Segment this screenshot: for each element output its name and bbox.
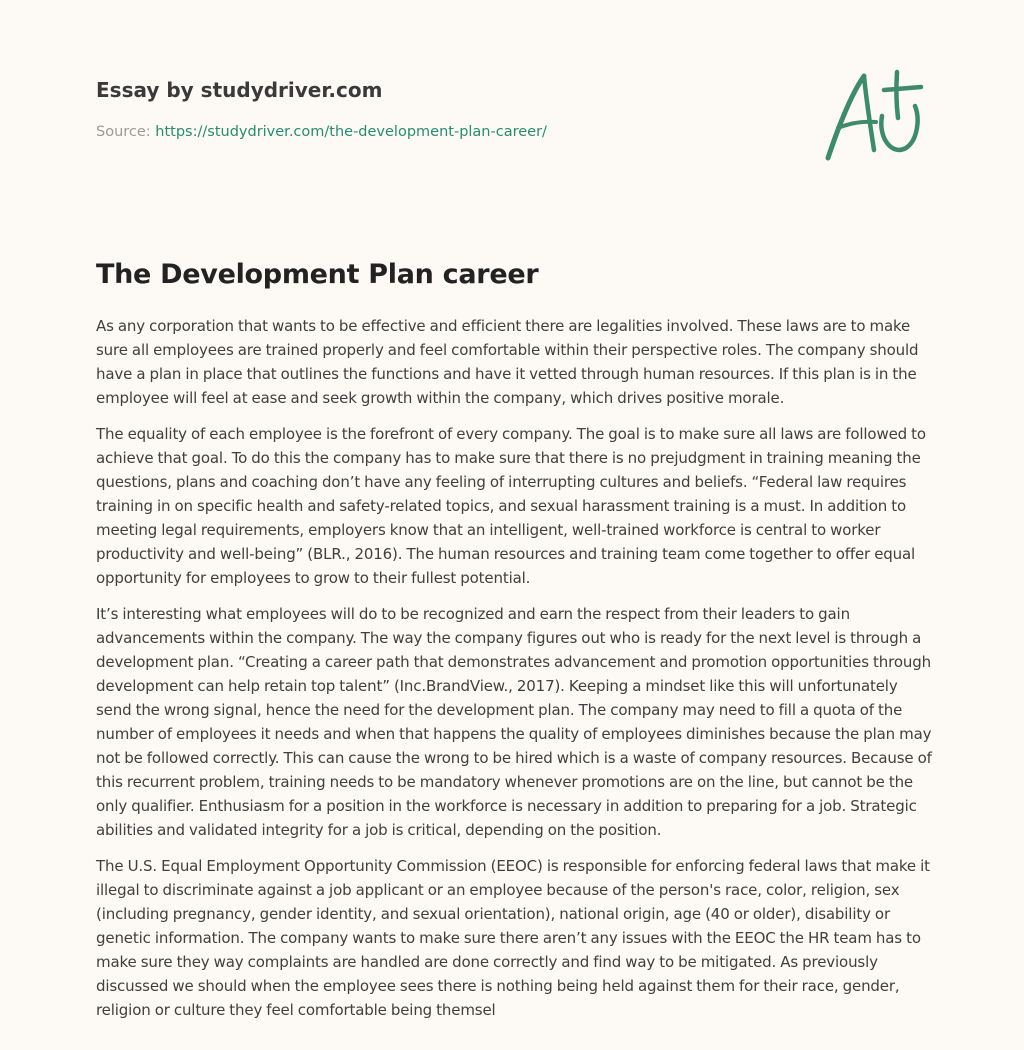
- paragraph: It’s interesting what employees will do to be recognized and earn the respect from their leaders to gain advancements within the company. The way the company figures out who is ready for the next level is through a development plan. “Creating a career path that demonstrates advancement and promotion opportunities through development can help retain top talent” (Inc.BrandView., 2017). Keeping a mindset like this will unfortunately send the wrong signal, hence the need for the development plan. The company may need to fill a quota of the number of employees it needs and when that happens the quality of employees diminishes because the plan may not be followed correctly. This can cause the wrong to be hired which is a waste of company resources. Because of this recurrent problem, training needs to be mandatory whenever promotions are on the line, but cannot be the only qualifier. Enthusiasm for a position in the workforce is necessary in addition to preparing for a job. Strategic abilities and validated integrity for a job is critical, depending on the position.: [96, 605, 932, 839]
- essay-title: The Development Plan career: [96, 259, 539, 290]
- paragraph: The equality of each employee is the forefront of every company. The goal is to make sure all laws are followed to achieve that goal. To do this the company has to make sure that there is no prejudgment in training meaning the questions, plans and coaching don’t have any feeling of interrupting cultures and beliefs. “Federal law requires training in on specific health and safety-related topics, and sexual harassment training is a must. In addition to meeting legal requirements, employers know that an intelligent, well-trained workforce is central to worker productivity and well-being” (BLR., 2016). The human resources and training team come together to offer equal opportunity for employees to grow to their fullest potential.: [96, 425, 926, 587]
- source-link[interactable]: https://studydriver.com/the-development-plan-career/: [155, 124, 547, 140]
- paragraph: As any corporation that wants to be effective and efficient there are legalities involved. These laws are to make sure all employees are trained properly and feel comfortable within their perspective roles. The company should have a plan in place that outlines the functions and have it vetted through human resources. If this plan is in the employee will feel at ease and seek growth within the company, which drives positive morale.: [96, 317, 919, 407]
- paragraph: The U.S. Equal Employment Opportunity Commission (EEOC) is responsible for enforcing federal laws that make it illegal to discriminate against a job applicant or an employee because of the person's race, color, religion, sex (including pregnancy, gender identity, and sexual orientation), national origin, age (40 or older), disability or genetic information. The company wants to make sure there aren’t any issues with the EEOC the HR team has to make sure they way complaints are handled are done correctly and find way to be mitigated. As previously discussed we should when the employee sees there is nothing being held against them for their race, gender, religion or culture they feel comfortable being themsel: [96, 857, 930, 1019]
- source-label: Source:: [96, 124, 151, 140]
- essay-by-heading: Essay by studydriver.com: [96, 78, 383, 102]
- essay-header: [96, 76, 796, 142]
- essay-body: [96, 314, 932, 1034]
- source-line: [96, 122, 796, 142]
- a-plus-logo-icon: [820, 66, 930, 166]
